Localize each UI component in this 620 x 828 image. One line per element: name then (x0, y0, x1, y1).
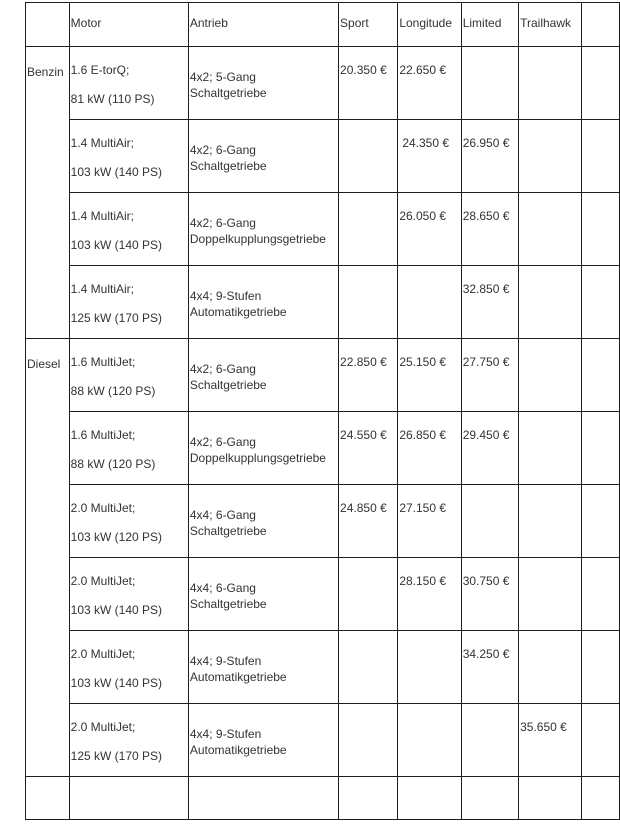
table-row (26, 266, 620, 339)
fuel-category-label: Benzin (27, 65, 64, 79)
drive-type: 4x2; 5-Gang (189, 70, 256, 84)
price-cell-sport (339, 412, 398, 485)
empty-cell (339, 777, 398, 820)
table-row (26, 485, 620, 558)
motor-cell (69, 412, 188, 485)
motor-name: 1.6 MultiJet; (70, 428, 136, 442)
empty-cell (582, 558, 620, 631)
table-row (26, 339, 620, 412)
drive-cell (188, 47, 338, 120)
price-value (339, 704, 397, 720)
price-cell-sport (339, 47, 398, 120)
price-value (519, 339, 581, 355)
drive-cell (188, 485, 338, 558)
price-cell-trailhawk (519, 266, 582, 339)
gearbox-type: Automatikgetriebe (189, 305, 287, 319)
price-cell-limited (461, 120, 518, 193)
motor-power: 103 kW (140 PS) (70, 603, 163, 617)
drive-type: 4x2; 6-Gang (189, 362, 256, 376)
price-value (519, 120, 581, 136)
price-cell-longitude (398, 339, 461, 412)
empty-cell (582, 485, 620, 558)
price-cell-limited (461, 339, 518, 412)
motor-power: 88 kW (120 PS) (70, 384, 156, 398)
motor-name: 1.4 MultiAir; (70, 209, 135, 223)
motor-name: 1.6 E-torQ; (70, 63, 130, 77)
price-cell-limited (461, 704, 518, 777)
price-table (25, 2, 620, 820)
gearbox-type: Automatikgetriebe (189, 670, 287, 684)
price-value: 20.350 € (340, 63, 387, 77)
motor-power: 125 kW (170 PS) (70, 749, 163, 763)
price-value: 27.750 € (462, 355, 510, 369)
price-value (462, 485, 518, 501)
price-cell-longitude (398, 485, 461, 558)
price-cell-trailhawk (519, 412, 582, 485)
price-cell-trailhawk (519, 485, 582, 558)
drive-cell (188, 339, 338, 412)
motor-cell (69, 266, 188, 339)
gearbox-type: Doppelkupplungsgetriebe (189, 232, 326, 246)
price-value: 24.550 € (340, 428, 387, 442)
empty-cell (519, 777, 582, 820)
motor-power: 103 kW (140 PS) (70, 238, 163, 252)
price-cell-longitude (398, 47, 461, 120)
price-cell-longitude (398, 120, 461, 193)
empty-cell (582, 339, 620, 412)
header-row (26, 3, 620, 47)
gearbox-type: Schaltgetriebe (189, 597, 267, 611)
header-cell-trailhawk: Trailhawk (519, 3, 582, 47)
drive-cell (188, 193, 338, 266)
motor-name: 1.4 MultiAir; (70, 282, 135, 296)
price-cell-trailhawk (519, 193, 582, 266)
price-value: 29.450 € (462, 428, 510, 442)
motor-cell (69, 558, 188, 631)
price-cell-limited (461, 631, 518, 704)
price-value (339, 120, 397, 136)
drive-type: 4x4; 6-Gang (189, 508, 256, 522)
price-value: 25.150 € (399, 355, 447, 369)
price-value: 28.650 € (462, 209, 510, 223)
drive-cell (188, 558, 338, 631)
price-cell-trailhawk (519, 120, 582, 193)
empty-cell (398, 777, 461, 820)
price-cell-sport (339, 193, 398, 266)
price-value (519, 631, 581, 647)
price-cell-trailhawk (519, 704, 582, 777)
price-cell-limited (461, 47, 518, 120)
empty-cell (582, 412, 620, 485)
motor-power: 103 kW (120 PS) (70, 530, 163, 544)
gearbox-type: Doppelkupplungsgetriebe (189, 451, 326, 465)
price-value (519, 485, 581, 501)
price-value: 28.150 € (399, 574, 447, 588)
price-cell-limited (461, 558, 518, 631)
motor-cell (69, 339, 188, 412)
empty-cell (582, 193, 620, 266)
price-cell-sport (339, 266, 398, 339)
empty-cell (461, 777, 518, 820)
empty-cell (582, 120, 620, 193)
price-value (339, 266, 397, 282)
drive-type: 4x4; 9-Stufen (189, 654, 262, 668)
drive-type: 4x4; 6-Gang (189, 581, 256, 595)
table-row (26, 412, 620, 485)
empty-cell (582, 631, 620, 704)
motor-power: 88 kW (120 PS) (70, 457, 156, 471)
price-value: 22.850 € (340, 355, 387, 369)
price-value: 32.850 € (462, 282, 510, 296)
gearbox-type: Schaltgetriebe (189, 378, 267, 392)
motor-power: 103 kW (140 PS) (70, 676, 163, 690)
motor-cell (69, 485, 188, 558)
gearbox-type: Automatikgetriebe (189, 743, 287, 757)
price-value: 24.350 € (402, 136, 450, 150)
header-cell-longitude: Longitude (398, 3, 461, 47)
empty-cell (69, 777, 188, 820)
motor-power: 81 kW (110 PS) (70, 92, 155, 106)
motor-cell (69, 193, 188, 266)
price-cell-limited (461, 266, 518, 339)
price-value: 26.050 € (399, 209, 447, 223)
motor-cell (69, 47, 188, 120)
price-cell-longitude (398, 704, 461, 777)
drive-cell (188, 120, 338, 193)
motor-name: 2.0 MultiJet; (70, 574, 136, 588)
price-value: 35.650 € (520, 720, 567, 734)
price-value (398, 631, 460, 647)
price-cell-limited (461, 193, 518, 266)
drive-cell (188, 266, 338, 339)
drive-type: 4x2; 6-Gang (189, 143, 256, 157)
motor-cell (69, 704, 188, 777)
gearbox-type: Schaltgetriebe (189, 524, 267, 538)
empty-cell (582, 47, 620, 120)
fuel-category-cell (26, 339, 70, 777)
price-value (339, 193, 397, 209)
header-cell-limited: Limited (461, 3, 518, 47)
price-cell-longitude (398, 558, 461, 631)
price-value: 24.850 € (340, 501, 387, 515)
price-value (519, 558, 581, 574)
table-row (26, 558, 620, 631)
drive-type: 4x4; 9-Stufen (189, 727, 262, 741)
empty-cell (582, 777, 620, 820)
drive-cell (188, 412, 338, 485)
price-cell-trailhawk (519, 339, 582, 412)
header-cell-motor: Motor (69, 3, 188, 47)
motor-name: 2.0 MultiJet; (70, 647, 136, 661)
price-cell-longitude (398, 193, 461, 266)
price-cell-sport (339, 339, 398, 412)
price-cell-trailhawk (519, 558, 582, 631)
price-cell-sport (339, 558, 398, 631)
price-cell-longitude (398, 266, 461, 339)
gearbox-type: Schaltgetriebe (189, 159, 267, 173)
table-row (26, 120, 620, 193)
motor-cell (69, 631, 188, 704)
motor-name: 2.0 MultiJet; (70, 501, 136, 515)
price-value (339, 558, 397, 574)
drive-type: 4x2; 6-Gang (189, 216, 256, 230)
motor-name: 2.0 MultiJet; (70, 720, 136, 734)
price-cell-longitude (398, 412, 461, 485)
price-cell-sport (339, 704, 398, 777)
price-value (462, 47, 518, 63)
price-value (519, 47, 581, 63)
header-cell-extra (582, 3, 620, 47)
empty-cell (582, 266, 620, 339)
empty-cell (26, 777, 70, 820)
drive-cell (188, 704, 338, 777)
motor-name: 1.6 MultiJet; (70, 355, 136, 369)
footer-row (26, 777, 620, 820)
price-cell-trailhawk (519, 631, 582, 704)
table-row (26, 193, 620, 266)
price-value (519, 412, 581, 428)
price-value (462, 704, 518, 720)
price-value: 26.950 € (462, 136, 510, 150)
fuel-category-cell (26, 47, 70, 339)
price-cell-longitude (398, 631, 461, 704)
fuel-category-label: Diesel (27, 357, 61, 371)
price-value: 34.250 € (462, 647, 510, 661)
price-cell-limited (461, 412, 518, 485)
price-value (398, 704, 460, 720)
price-value: 26.850 € (399, 428, 447, 442)
gearbox-type: Schaltgetriebe (189, 86, 267, 100)
price-cell-trailhawk (519, 47, 582, 120)
drive-type: 4x4; 9-Stufen (189, 289, 262, 303)
motor-name: 1.4 MultiAir; (70, 136, 135, 150)
price-cell-sport (339, 120, 398, 193)
price-value (519, 266, 581, 282)
price-value: 27.150 € (399, 501, 447, 515)
table-row (26, 47, 620, 120)
empty-cell (582, 704, 620, 777)
table-row (26, 704, 620, 777)
price-cell-sport (339, 485, 398, 558)
drive-type: 4x2; 6-Gang (189, 435, 256, 449)
price-value (519, 193, 581, 209)
price-cell-sport (339, 631, 398, 704)
header-cell-sport: Sport (339, 3, 398, 47)
price-value: 22.650 € (399, 63, 447, 77)
header-cell-antrieb: Antrieb (188, 3, 338, 47)
price-value (398, 266, 460, 282)
empty-cell (188, 777, 338, 820)
motor-power: 125 kW (170 PS) (70, 311, 163, 325)
price-value (339, 631, 397, 647)
price-value: 30.750 € (462, 574, 510, 588)
motor-power: 103 kW (140 PS) (70, 165, 163, 179)
table-row (26, 631, 620, 704)
price-cell-limited (461, 485, 518, 558)
header-cell-category (26, 3, 70, 47)
motor-cell (69, 120, 188, 193)
drive-cell (188, 631, 338, 704)
